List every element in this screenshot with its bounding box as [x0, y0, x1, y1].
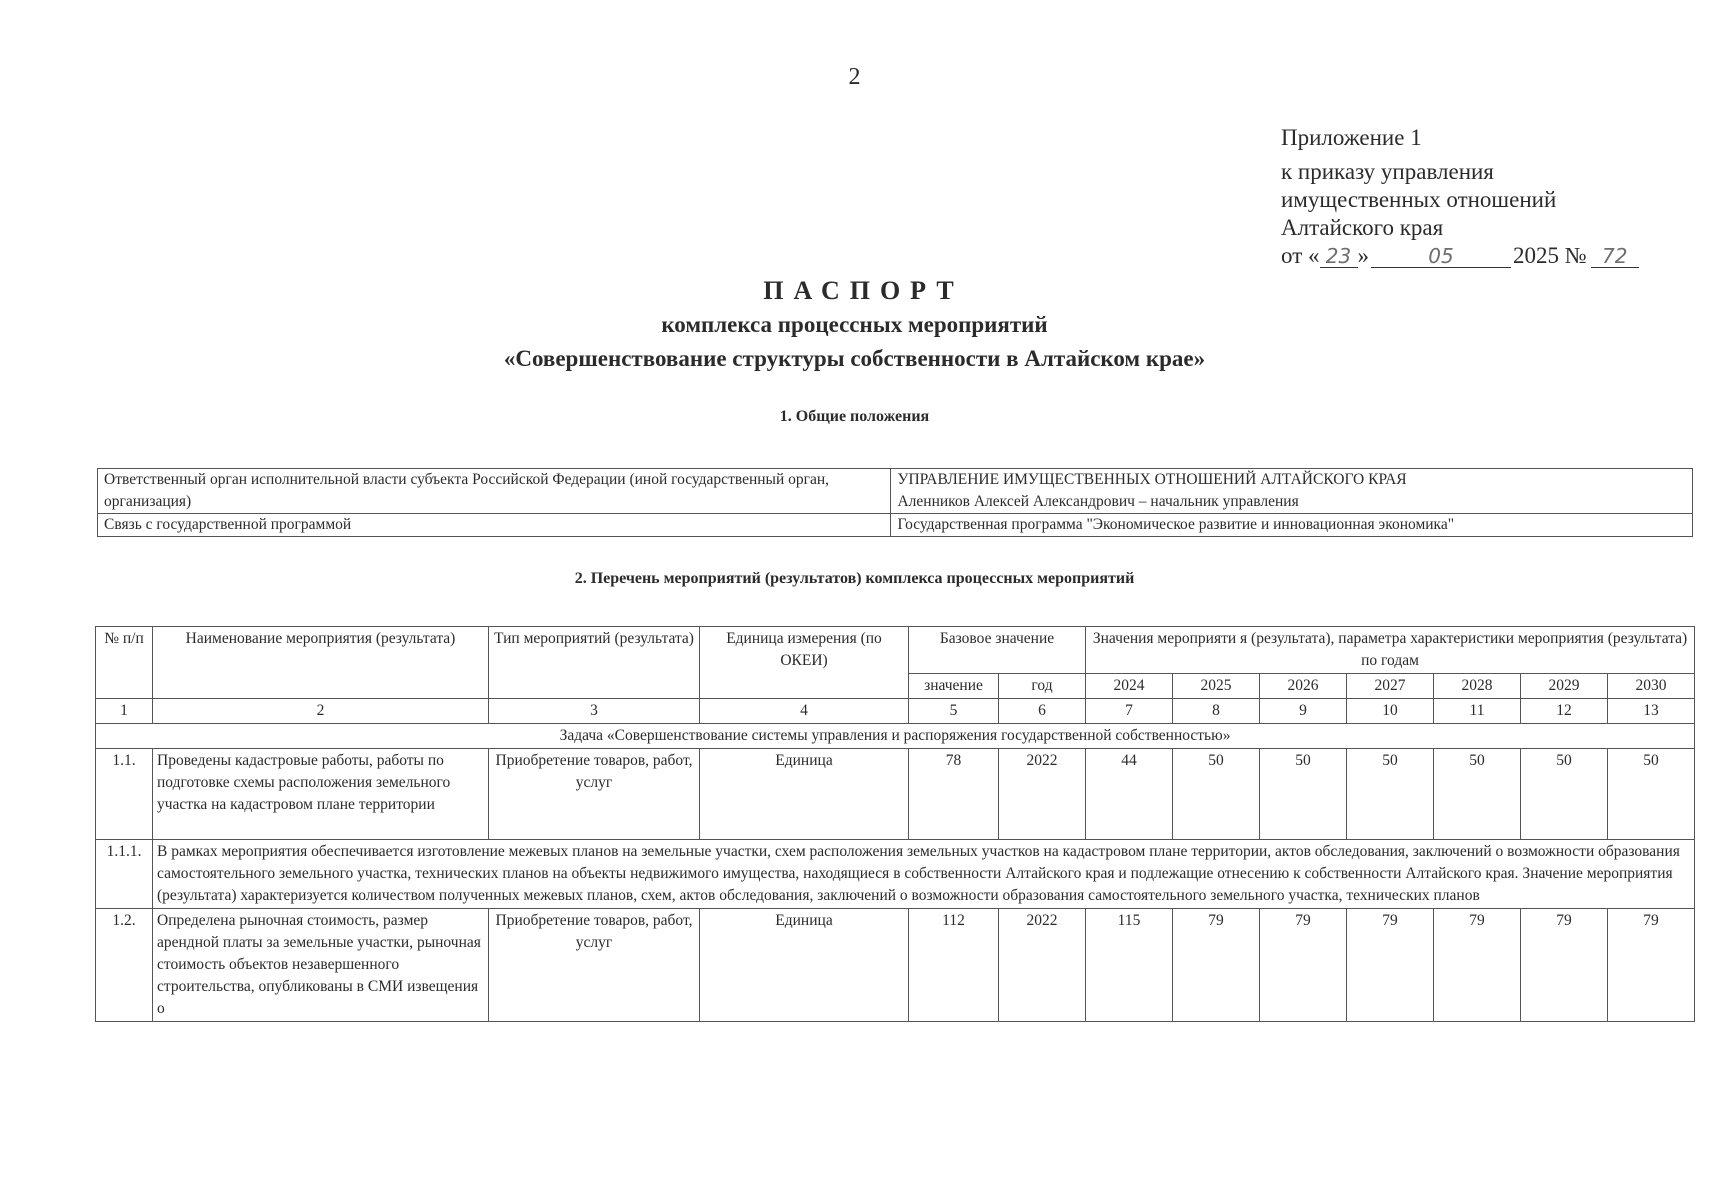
- row-value-2024: 44: [1086, 749, 1173, 840]
- col-number: 7: [1086, 699, 1173, 724]
- responsible-body-name: УПРАВЛЕНИЕ ИМУЩЕСТВЕННЫХ ОТНОШЕНИЙ АЛТАЙСКОГО КРАЯ: [897, 471, 1407, 488]
- date-month-handwritten: 05: [1371, 245, 1511, 268]
- row-value-2030: 79: [1608, 909, 1695, 1022]
- header-num: № п/п: [96, 627, 153, 699]
- row-value-2030: 50: [1608, 749, 1695, 840]
- section-1-title: 1. Общие положения: [779, 408, 930, 425]
- table-row: [96, 909, 1695, 1022]
- row-value-2025: 79: [1173, 909, 1260, 1022]
- row-value-2028: 79: [1434, 909, 1521, 1022]
- header-year-2025: 2025: [1173, 674, 1260, 699]
- row-value-2026: 79: [1260, 909, 1347, 1022]
- row-value-2029: 50: [1521, 749, 1608, 840]
- task-title: Задача «Совершенствование системы управления и распоряжения государственной собственностью»: [96, 724, 1695, 749]
- col-number: 5: [909, 699, 999, 724]
- general-provisions-table: [97, 468, 1693, 537]
- header-year-2027: 2027: [1347, 674, 1434, 699]
- row-type: Приобретение товаров, работ, услуг: [489, 909, 700, 1022]
- header-type: Тип мероприятий (результата): [489, 627, 700, 699]
- row-base-year: 2022: [999, 749, 1086, 840]
- date-day-close: »: [1357, 243, 1369, 268]
- col-number: 13: [1608, 699, 1695, 724]
- appendix-title: Приложение 1: [1281, 125, 1422, 150]
- header-row: [96, 627, 1695, 674]
- col-number: 3: [489, 699, 700, 724]
- header-base: Базовое значение: [909, 627, 1086, 674]
- section-2-title: 2. Перечень мероприятий (результатов) комплекса процессных мероприятий: [574, 570, 1135, 587]
- col-number: 8: [1173, 699, 1260, 724]
- date-year: 2025 №: [1513, 243, 1587, 268]
- appendix-line-2: к приказу управления: [1281, 159, 1494, 184]
- responsible-body-head: Аленников Алексей Александрович – начальник управления: [897, 493, 1299, 510]
- row-num: 1.2.: [96, 909, 153, 1022]
- row-value-2027: 50: [1347, 749, 1434, 840]
- header-base-year: год: [999, 674, 1086, 699]
- order-number-handwritten: 72: [1591, 245, 1639, 268]
- row-value-2027: 79: [1347, 909, 1434, 1022]
- row-type: Приобретение товаров, работ, услуг: [489, 749, 700, 840]
- appendix-line-3: имущественных отношений: [1281, 187, 1557, 212]
- header-values: Значения мероприяти я (результата), параметра характеристики мероприятия (результата) по годам: [1086, 627, 1695, 674]
- row-num: 1.1.: [96, 749, 153, 840]
- col-number: 6: [999, 699, 1086, 724]
- row-num: 1.1.1.: [96, 840, 153, 909]
- row-base-value: 112: [909, 909, 999, 1022]
- page-number: 2: [848, 64, 861, 90]
- title-subtitle-2: «Совершенствование структуры собственности в Алтайском крае»: [503, 346, 1206, 371]
- title-passport: ПАСПОРТ: [763, 276, 964, 305]
- column-numbers-row: [96, 699, 1695, 724]
- activities-table: [95, 626, 1695, 1022]
- col-number: 10: [1347, 699, 1434, 724]
- col-number: 12: [1521, 699, 1608, 724]
- date-prefix: от «: [1281, 243, 1320, 268]
- col-number: 2: [153, 699, 489, 724]
- appendix-block: [1281, 124, 1639, 270]
- row-value-2028: 50: [1434, 749, 1521, 840]
- row-unit: Единица: [700, 909, 909, 1022]
- header-unit: Единица измерения (по ОКЕИ): [700, 627, 909, 699]
- table-row: [98, 514, 1693, 537]
- row-name: Проведены кадастровые работы, работы по подготовке схемы расположения земельного участка на кадастровом плане территории: [153, 749, 489, 840]
- row-value-2026: 50: [1260, 749, 1347, 840]
- row-base-value: 78: [909, 749, 999, 840]
- col-number: 9: [1260, 699, 1347, 724]
- task-row: [96, 724, 1695, 749]
- table-row: [96, 840, 1695, 909]
- col-number: 4: [700, 699, 909, 724]
- header-year-2026: 2026: [1260, 674, 1347, 699]
- appendix-line-4: Алтайского края: [1281, 215, 1444, 240]
- header-year-2024: 2024: [1086, 674, 1173, 699]
- responsible-body-label: Ответственный орган исполнительной власти субъекта Российской Федерации (иной государственный орган, организация): [98, 469, 891, 514]
- row-name: Определена рыночная стоимость, размер арендной платы за земельные участки, рыночная стоимость объектов незавершенного строительства, опубликованы в СМИ извещения о: [153, 909, 489, 1022]
- program-link-value: Государственная программа "Экономическое развитие и инновационная экономика": [891, 514, 1693, 537]
- row-value-2024: 115: [1086, 909, 1173, 1022]
- row-value-2029: 79: [1521, 909, 1608, 1022]
- row-description: В рамках мероприятия обеспечивается изготовление межевых планов на земельные участки, схем расположения земельных участков на кадастровом плане территории, актов обследования, заключений о возможности образования самостоятельного земельного участка, технических планов на объекты недвижимого имущества, находящиеся в собственности Алтайского края и подлежащие отнесению к собственности Алтайского края. Значение мероприятия (результата) характеризуется количеством полученных межевых планов, схем, актов обследования, заключений о возможности образования самостоятельного земельного участка, технических планов: [153, 840, 1695, 909]
- header-name: Наименование мероприятия (результата): [153, 627, 489, 699]
- row-unit: Единица: [700, 749, 909, 840]
- program-link-label: Связь с государственной программой: [98, 514, 891, 537]
- title-subtitle-1: комплекса процессных мероприятий: [661, 312, 1048, 337]
- row-base-year: 2022: [999, 909, 1086, 1022]
- document-title: [0, 274, 1709, 376]
- table-row: [96, 749, 1695, 840]
- date-day-handwritten: 23: [1320, 245, 1358, 268]
- header-year-2030: 2030: [1608, 674, 1695, 699]
- col-number: 11: [1434, 699, 1521, 724]
- table-row: [98, 469, 1693, 514]
- header-year-2029: 2029: [1521, 674, 1608, 699]
- col-number: 1: [96, 699, 153, 724]
- header-base-value: значение: [909, 674, 999, 699]
- row-value-2025: 50: [1173, 749, 1260, 840]
- appendix-date-line: [1281, 242, 1639, 270]
- header-year-2028: 2028: [1434, 674, 1521, 699]
- responsible-body-value: [891, 469, 1693, 514]
